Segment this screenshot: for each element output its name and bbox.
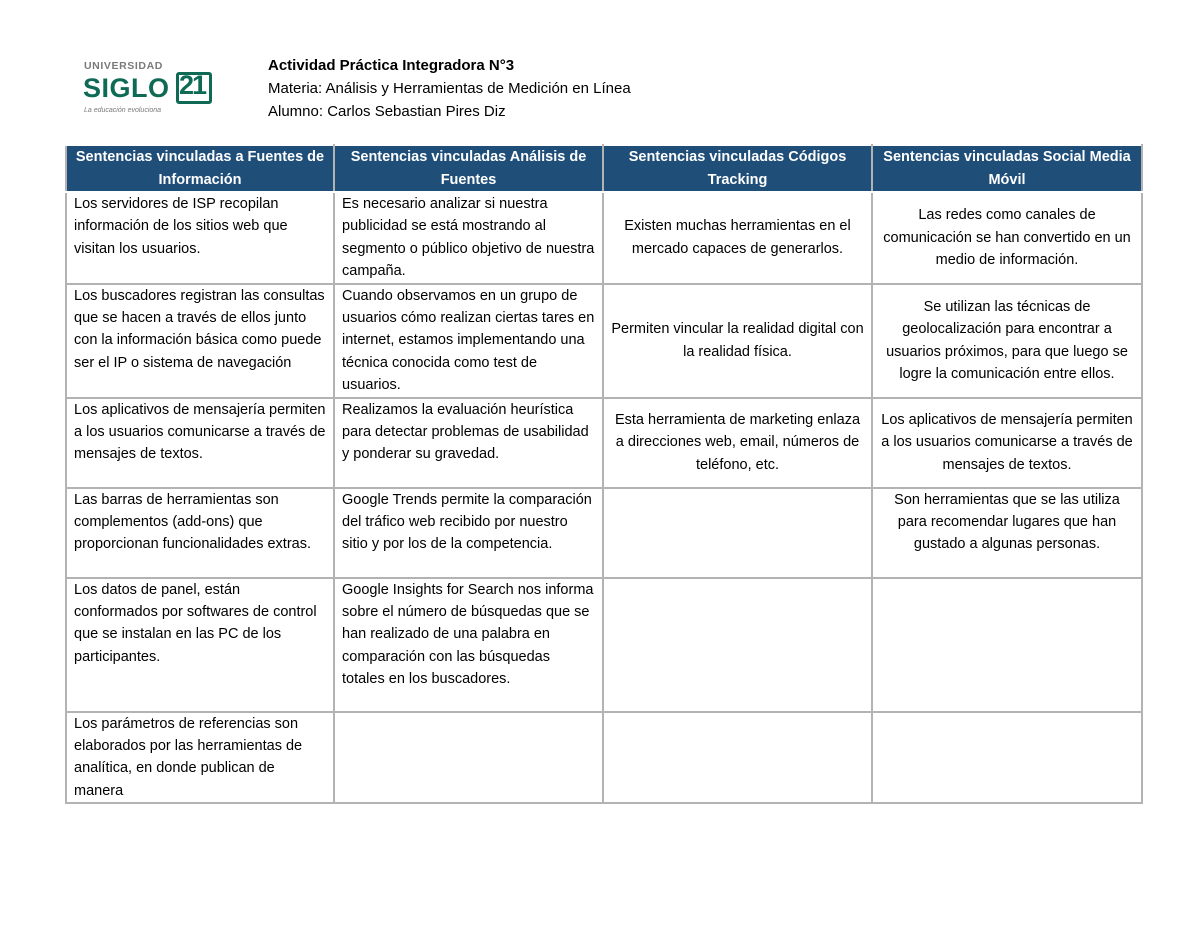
table-cell: Los datos de panel, están conformados por softwares de control que se instalan en las PC de los participantes.	[66, 578, 334, 712]
table-cell: Los aplicativos de mensajería permiten a los usuarios comunicarse a través de mensajes de textos.	[66, 398, 334, 488]
table-cell: Las redes como canales de comunicación se han convertido en un medio de información.	[872, 192, 1142, 284]
table-cell: Se utilizan las técnicas de geolocalización para encontrar a usuarios próximos, para que luego se logre la comunicación entre ellos.	[872, 284, 1142, 398]
table-cell: Google Trends permite la comparación del tráfico web recibido por nuestro sitio y por los de la competencia.	[334, 488, 603, 578]
header-analisis-fuentes: Sentencias vinculadas Análisis de Fuentes	[334, 145, 603, 192]
table-row	[66, 578, 1142, 712]
table-cell: Los parámetros de referencias son elaborados por las herramientas de analítica, en donde publican de manera	[66, 712, 334, 804]
table-cell: Las barras de herramientas son complementos (add-ons) que proporcionan funcionalidades extras.	[66, 488, 334, 578]
table-header-row	[66, 145, 1142, 192]
document-header	[268, 54, 631, 123]
document-title: Actividad Práctica Integradora N°3	[268, 57, 515, 74]
table-cell: Los aplicativos de mensajería permiten a los usuarios comunicarse a través de mensajes de textos.	[872, 398, 1142, 488]
table-row	[66, 488, 1142, 578]
table-cell: Existen muchas herramientas en el mercado capaces de generarlos.	[603, 192, 872, 284]
table-cell	[603, 578, 872, 712]
table-cell: Es necesario analizar si nuestra publicidad se está mostrando al segmento o público objetivo de nuestra campaña.	[334, 192, 603, 284]
sentences-table	[65, 144, 1143, 804]
logo-number-text: 21	[179, 70, 206, 100]
table-row	[66, 284, 1142, 398]
logo-university-text: UNIVERSIDAD	[84, 60, 163, 72]
university-logo	[80, 58, 220, 120]
logo-name-text: SIGLO	[83, 73, 170, 103]
header-social-media-movil: Sentencias vinculadas Social Media Móvil	[872, 145, 1142, 192]
header-fuentes-informacion: Sentencias vinculadas a Fuentes de Información	[66, 145, 334, 192]
table-cell: Permiten vincular la realidad digital con la realidad física.	[603, 284, 872, 398]
table-cell	[334, 712, 603, 804]
table-cell: Los servidores de ISP recopilan información de los sitios web que visitan los usuarios.	[66, 192, 334, 284]
table-cell: Google Insights for Search nos informa sobre el número de búsquedas que se han realizado de una palabra en comparación con las búsquedas totales en los buscadores.	[334, 578, 603, 712]
logo-tagline: La educación evoluciona	[84, 107, 162, 114]
table-cell	[603, 712, 872, 804]
table-cell: Son herramientas que se las utiliza para recomendar lugares que han gustado a algunas personas.	[872, 488, 1142, 578]
table-cell: Realizamos la evaluación heurística para detectar problemas de usabilidad y ponderar su gravedad.	[334, 398, 603, 488]
table-cell: Cuando observamos en un grupo de usuarios cómo realizan ciertas tares en internet, estamos implementando una técnica conocida como test de usuarios.	[334, 284, 603, 398]
table-row	[66, 398, 1142, 488]
table-cell: Los buscadores registran las consultas que se hacen a través de ellos junto con la información básica como puede ser el IP o sistema de navegación	[66, 284, 334, 398]
table-cell	[872, 712, 1142, 804]
table-row	[66, 712, 1142, 804]
header-codigos-tracking: Sentencias vinculadas Códigos Tracking	[603, 145, 872, 192]
table-cell	[603, 488, 872, 578]
subject-line: Materia: Análisis y Herramientas de Medición en Línea	[268, 80, 631, 97]
student-line: Alumno: Carlos Sebastian Pires Diz	[268, 103, 506, 120]
table-cell: Esta herramienta de marketing enlaza a direcciones web, email, números de teléfono, etc.	[603, 398, 872, 488]
table-cell	[872, 578, 1142, 712]
table-row	[66, 192, 1142, 284]
